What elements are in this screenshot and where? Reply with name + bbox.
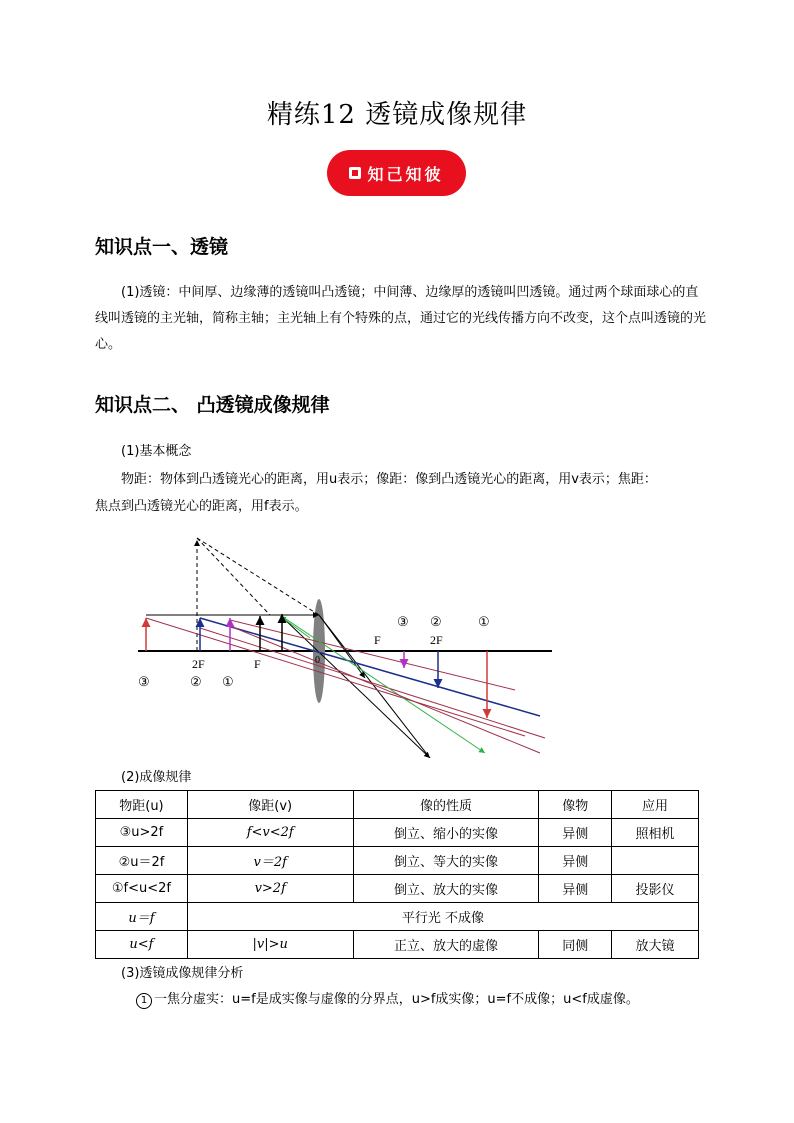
table-cell: 异侧 xyxy=(539,847,612,875)
ray-green-back xyxy=(280,616,310,638)
ray-purple xyxy=(230,620,515,690)
table-row xyxy=(96,903,699,931)
table-cell: 同侧 xyxy=(539,931,612,959)
definition-line-1: 物距：物体到凸透镜光心的距离，用u表示；像距：像到凸透镜光心的距离，用v表示；焦距： xyxy=(121,472,657,487)
table-cell: 投影仪 xyxy=(612,875,699,903)
table-header: 像物 xyxy=(539,791,612,819)
table-cell: v＝2f xyxy=(187,847,353,875)
ray-black-1 xyxy=(280,615,430,758)
table-header: 应用 xyxy=(612,791,699,819)
table-cell: 放大镜 xyxy=(612,931,699,959)
table-header-row xyxy=(96,791,699,819)
table-cell: 异侧 xyxy=(539,819,612,847)
convex-lens-ray-diagram xyxy=(130,528,560,758)
label-1-top: ① xyxy=(478,614,490,629)
table-cell: v>2f xyxy=(187,875,353,903)
label-2f-right: 2F xyxy=(430,633,443,647)
label-f-left: F xyxy=(254,657,261,671)
section-heading-convex: 知识点二、 凸透镜成像规律 xyxy=(95,394,330,416)
ray-pink xyxy=(230,626,540,753)
label-2-bottom: ② xyxy=(190,674,202,689)
basic-concept-label: (1)基本概念 xyxy=(121,444,192,459)
label-1-bottom: ① xyxy=(222,674,234,689)
label-2f-left: 2F xyxy=(192,657,205,671)
table-cell: 倒立、等大的实像 xyxy=(353,847,539,875)
analysis-label: (3)透镜成像规律分析 xyxy=(121,966,244,981)
table-cell: u＝f xyxy=(96,903,188,931)
table-cell: 倒立、放大的实像 xyxy=(353,875,539,903)
table-header: 像距(v) xyxy=(187,791,353,819)
knowledge-badge xyxy=(327,150,466,196)
table-cell: u<f xyxy=(96,931,188,959)
table-cell: 倒立、缩小的实像 xyxy=(353,819,539,847)
rule-focus-text: 一焦分虚实：u=f是成实像与虚像的分界点，u>f成实像；u=f不成像；u<f成虚像。 xyxy=(154,992,639,1007)
table-cell: 异侧 xyxy=(539,875,612,903)
imaging-rules-table xyxy=(95,790,699,959)
table-cell: ③u>2f xyxy=(96,819,188,847)
table-cell: |v|>u xyxy=(187,931,353,959)
table-cell: ①f<u<2f xyxy=(96,875,188,903)
table-cell: 正立、放大的虚像 xyxy=(353,931,539,959)
circled-number: 1 xyxy=(136,993,152,1009)
table-cell xyxy=(612,847,699,875)
table-cell: f<v<2f xyxy=(187,819,353,847)
table-cell: ②u＝2f xyxy=(96,847,188,875)
ray-green xyxy=(280,615,485,753)
imaging-rules-label: (2)成像规律 xyxy=(121,770,192,785)
table-header: 物距(u) xyxy=(96,791,188,819)
ray-maroon xyxy=(200,628,545,738)
table-cell-merged: 平行光 不成像 xyxy=(187,903,698,931)
label-3-top: ③ xyxy=(397,614,409,629)
table-row xyxy=(96,819,699,847)
rule-focus-line xyxy=(136,988,639,1009)
dashed-ray-2 xyxy=(197,538,270,615)
definition-line-2: 焦点到凸透镜光心的距离，用f表示。 xyxy=(95,499,308,514)
table-row xyxy=(96,875,699,903)
badge-icon xyxy=(349,167,361,179)
table-header: 像的性质 xyxy=(353,791,539,819)
label-3-bottom: ③ xyxy=(138,674,150,689)
table-cell: 照相机 xyxy=(612,819,699,847)
section-heading-lens: 知识点一、透镜 xyxy=(95,236,229,258)
table-row xyxy=(96,847,699,875)
label-f-right: F xyxy=(374,633,381,647)
label-origin: 0 xyxy=(315,655,320,666)
page-title: 精练12 透镜成像规律 xyxy=(266,100,528,130)
lens-definition: (1)透镜：中间厚、边缘薄的透镜叫凸透镜；中间薄、边缘厚的透镜叫凹透镜。通过两个球面球心的直线叫透镜的主光轴，简称主轴；主光轴上有个特殊的点，通过它的光线传播方向不改变，这个点叫透镜的光心。 xyxy=(95,285,707,352)
label-2-top: ② xyxy=(430,614,442,629)
badge-label: 知己知彼 xyxy=(367,164,444,184)
table-row xyxy=(96,931,699,959)
dashed-ray-1 xyxy=(197,538,319,615)
